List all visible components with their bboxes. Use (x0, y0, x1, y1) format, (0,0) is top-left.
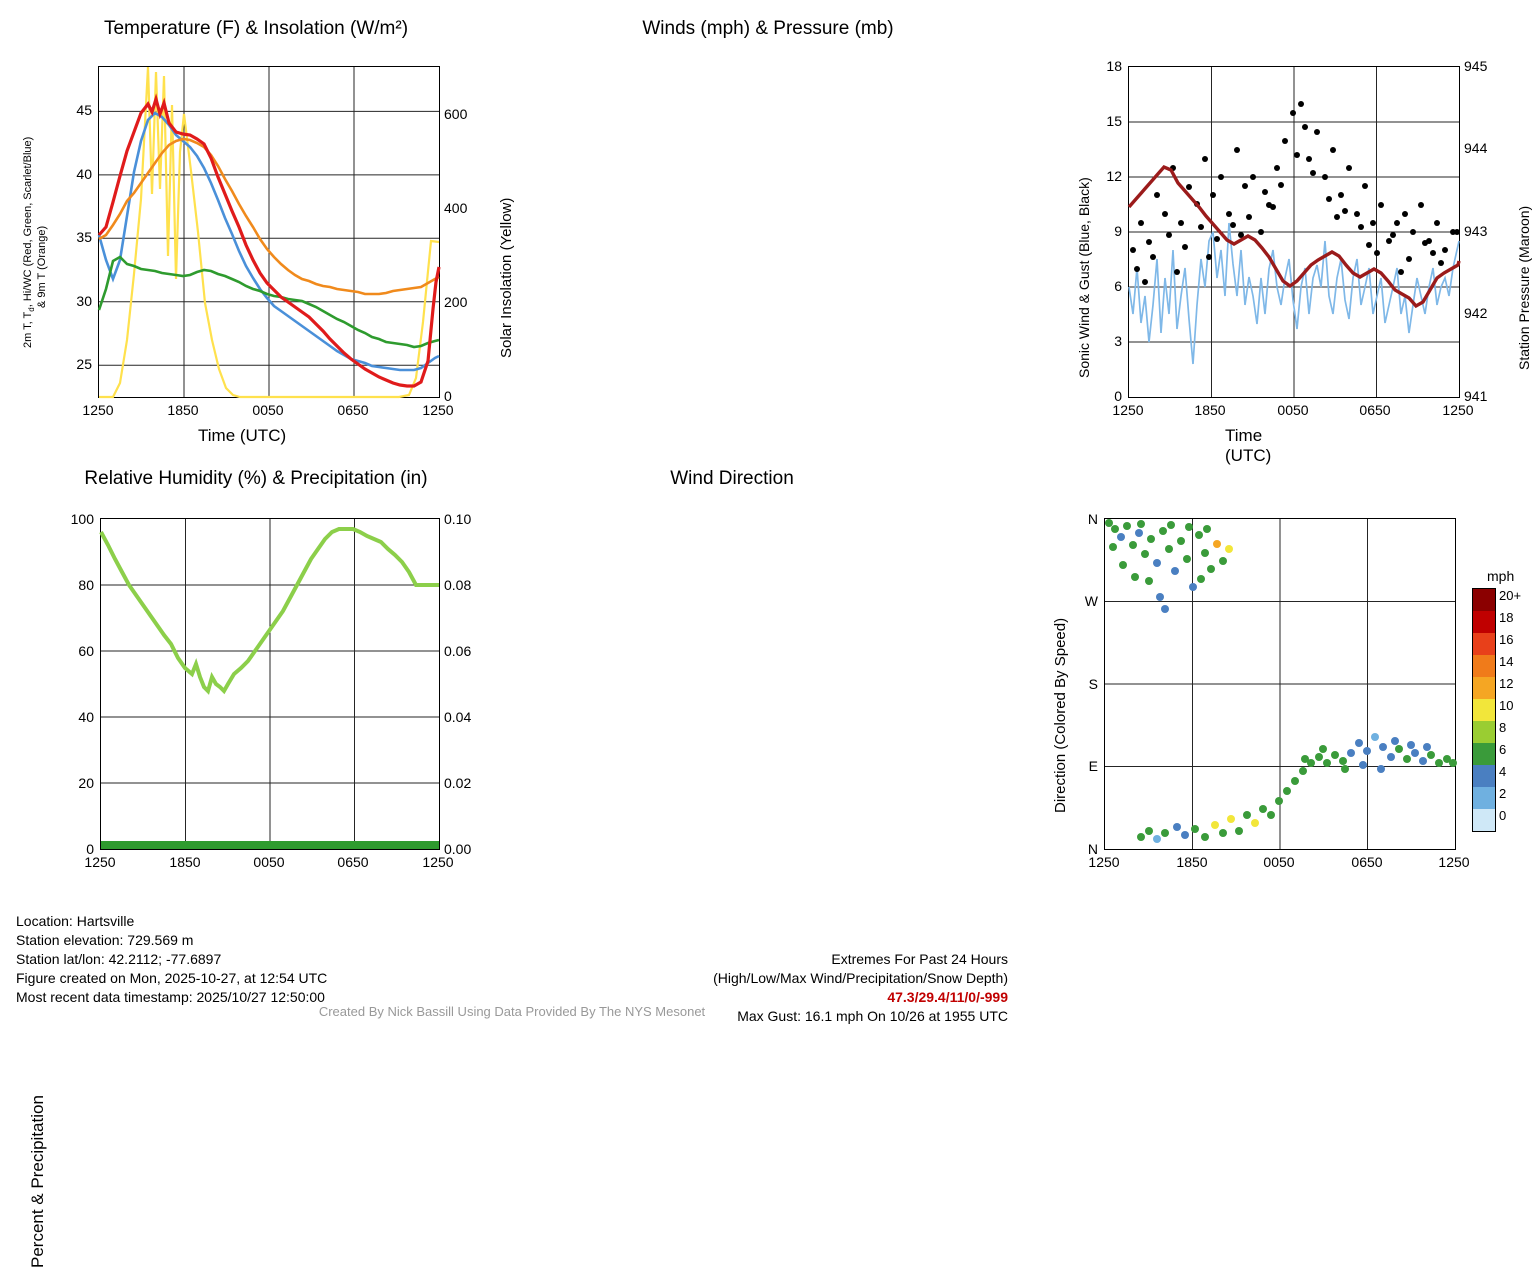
dir-xtick-1: 1850 (1176, 854, 1208, 870)
temp-ylabel-sub: d (27, 307, 37, 312)
rh-xtick-0: 1250 (84, 854, 116, 870)
winds-ytick-r-942: 942 (1464, 305, 1488, 321)
rh-ytick-40: 40 (78, 709, 94, 725)
winds-ytick-15: 15 (1106, 113, 1122, 129)
temp-xtick-4: 1250 (422, 402, 454, 418)
panel-wind-direction-title: Wind Direction (670, 468, 794, 489)
dir-ylabel-left: Direction (Colored By Speed) (1052, 617, 1069, 813)
winds-xtick-4: 1250 (1442, 402, 1474, 418)
panel-humidity-title: Relative Humidity (%) & Precipitation (in) (84, 468, 428, 489)
dir-xtick-4: 1250 (1438, 854, 1470, 870)
winds-ytick-0: 0 (1114, 388, 1122, 404)
legend-label-8: 8 (1499, 720, 1507, 735)
temp-ylabel-left-line1: 2m T, $T_d$, Hi/WC (Red, Green, Scarlet/Blue) (22, 136, 37, 348)
temp-ytick-35: 35 (76, 229, 92, 245)
temp-ytick-45: 45 (76, 102, 92, 118)
rh-ytick-r-004: 0.04 (444, 709, 472, 725)
footer-elevation: Station elevation: 729.569 m (16, 932, 194, 948)
rh-ytick-60: 60 (78, 643, 94, 659)
winds-xtick-3: 0650 (1359, 402, 1391, 418)
legend-label-2: 2 (1499, 786, 1507, 801)
legend-label-16: 16 (1499, 632, 1514, 647)
dir-ytick-N-bottom: N (1087, 841, 1098, 857)
winds-ytick-r-943: 943 (1464, 223, 1488, 239)
temp-ytick-30: 30 (76, 293, 92, 309)
rh-xtick-2: 0050 (253, 854, 285, 870)
winds-ytick-18: 18 (1106, 58, 1122, 74)
footer-location: Location: Hartsville (16, 913, 135, 929)
temp-ytick-r-400: 400 (444, 200, 468, 216)
winds-ytick-9: 9 (1114, 223, 1122, 239)
winds-ytick-r-944: 944 (1464, 140, 1488, 156)
legend-label-14: 14 (1499, 654, 1514, 669)
speed-colorbar (1472, 588, 1496, 832)
dir-xtick-0: 1250 (1088, 854, 1120, 870)
rh-ytick-r-010: 0.10 (444, 511, 472, 527)
winds-xlabel: Time (UTC) (1225, 426, 1272, 465)
footer-metadata (16, 912, 327, 1007)
rh-plot-area (100, 518, 440, 850)
winds-xtick-0: 1250 (1112, 402, 1144, 418)
winds-ytick-6: 6 (1114, 278, 1122, 294)
credit-line: Created By Nick Bassill Using Data Provided By The NYS Mesonet (318, 1004, 706, 1019)
dir-ytick-S: S (1088, 676, 1098, 692)
panel-temperature (0, 18, 515, 458)
rh-ytick-r-000: 0.00 (444, 841, 472, 857)
legend-label-4: 4 (1499, 764, 1507, 779)
dir-plot-svg (1105, 519, 1455, 849)
winds-ylabel-left: Sonic Wind & Gust (Blue, Black) (1076, 177, 1092, 378)
winds-ylabel-right: Station Pressure (Maroon) (1516, 205, 1532, 370)
temp-ytick-r-200: 200 (444, 294, 468, 310)
extremes-max-gust: Max Gust: 16.1 mph On 10/26 at 1955 UTC (737, 1008, 1008, 1024)
temp-xtick-3: 0650 (337, 402, 369, 418)
legend-label-6: 6 (1499, 742, 1507, 757)
rh-ylabel-left: Percent & Precipitation (28, 1095, 47, 1268)
temp-ytick-40: 40 (76, 166, 92, 182)
panel-wind-direction (512, 468, 1522, 908)
footer-created: Figure created on Mon, 2025-10-27, at 12:54 UTC (16, 970, 328, 986)
winds-plot-area (1128, 66, 1460, 398)
legend-label-12: 12 (1499, 676, 1514, 691)
temp-xlabel: Time (UTC) (198, 426, 287, 445)
rh-ytick-r-006: 0.06 (444, 643, 472, 659)
rh-plot-svg (101, 519, 439, 849)
extremes-subheading: (High/Low/Max Wind/Precipitation/Snow Depth) (713, 970, 1008, 986)
dir-ytick-W: W (1084, 593, 1098, 609)
rh-ytick-100: 100 (70, 511, 94, 527)
dir-ytick-E: E (1088, 758, 1098, 774)
legend-label-10: 10 (1499, 698, 1514, 713)
dir-ytick-N-top: N (1087, 511, 1098, 527)
legend-title: mph (1487, 568, 1515, 584)
rh-ytick-20: 20 (78, 775, 94, 791)
temp-xtick-1: 1850 (167, 402, 199, 418)
winds-ytick-r-941: 941 (1464, 388, 1488, 404)
temp-ylabel-right: Solar Insolation (Yellow) (498, 197, 515, 358)
panel-winds-title: Winds (mph) & Pressure (mb) (642, 18, 894, 39)
temp-ytick-r-600: 600 (444, 106, 468, 122)
temp-xtick-2: 0050 (252, 402, 284, 418)
rh-xtick-1: 1850 (169, 854, 201, 870)
rh-ytick-0: 0 (86, 841, 94, 857)
winds-ytick-3: 3 (1114, 333, 1122, 349)
temp-plot-area (98, 66, 440, 398)
footer-latlon: Station lat/lon: 42.2112; -77.6897 (16, 951, 222, 967)
legend-label-0: 0 (1499, 808, 1507, 823)
rh-xtick-3: 0650 (337, 854, 369, 870)
panel-temperature-title: Temperature (F) & Insolation (W/m²) (103, 18, 409, 39)
rh-ytick-r-008: 0.08 (444, 577, 472, 593)
footer-recent-timestamp: Most recent data timestamp: 2025/10/27 12:50:00 (16, 989, 325, 1005)
legend-label-18: 18 (1499, 610, 1514, 625)
winds-ytick-12: 12 (1106, 168, 1122, 184)
temp-xtick-0: 1250 (82, 402, 114, 418)
rh-xtick-4: 1250 (422, 854, 454, 870)
rh-ytick-r-002: 0.02 (444, 775, 472, 791)
dir-xtick-3: 0650 (1351, 854, 1383, 870)
dir-plot-area (1104, 518, 1456, 850)
temp-ylabel-left-line2: & 9m T (Orange) (36, 225, 48, 308)
winds-ytick-r-945: 945 (1464, 58, 1488, 74)
winds-xtick-2: 0050 (1277, 402, 1309, 418)
temp-ytick-r-0: 0 (444, 388, 452, 404)
panel-winds (512, 18, 1532, 465)
rh-ytick-80: 80 (78, 577, 94, 593)
winds-plot-svg (1129, 67, 1459, 397)
extremes-values: 47.3/29.4/11/0/-999 (887, 989, 1008, 1005)
winds-xtick-1: 1850 (1194, 402, 1226, 418)
dir-xtick-2: 0050 (1263, 854, 1295, 870)
temp-plot-svg (99, 67, 439, 397)
temp-ytick-25: 25 (76, 356, 92, 372)
legend-label-20plus: 20+ (1499, 588, 1522, 603)
extremes-heading: Extremes For Past 24 Hours (831, 951, 1008, 967)
